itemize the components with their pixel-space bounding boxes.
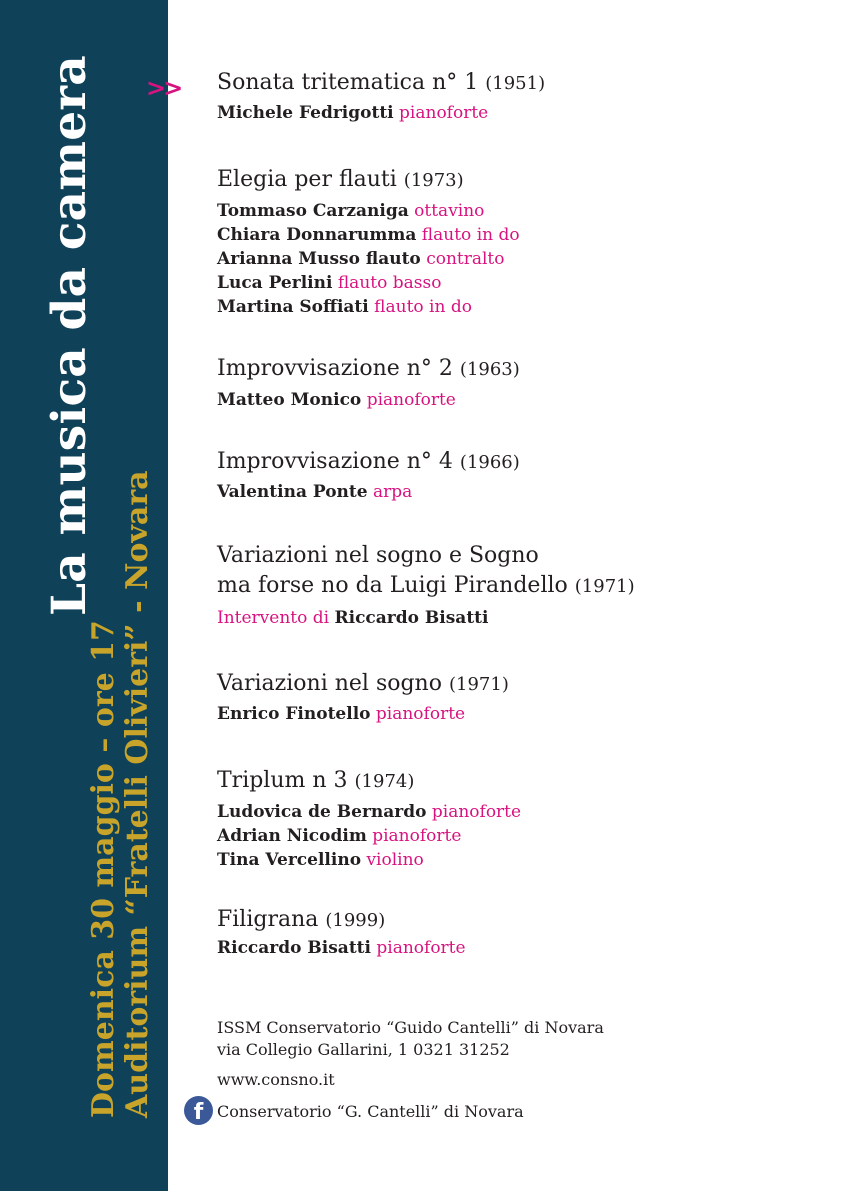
facebook-page[interactable]: Conservatorio “G. Cantelli” di Novara [217,1102,524,1121]
performer-row: Luca Perlini flauto basso [217,273,442,293]
piece-title: Filigrana (1999) [217,907,386,932]
program-item [217,669,817,726]
performer-row: Riccardo Bisatti pianoforte [217,938,466,958]
performer-row: Tina Vercellino violino [217,850,424,870]
performer-row: Arianna Musso flauto contralto [217,249,505,269]
performer-row: Valentina Ponte arpa [217,482,413,502]
intervention-row: Intervento di Riccardo Bisatti [217,608,489,628]
event-date: Domenica 30 maggio – ore 17 [86,620,121,1118]
piece-title: Triplum n 3 (1974) [217,768,415,793]
event-venue: Auditorium “Fratelli Olivieri” - Novara [120,470,155,1118]
piece-title: Variazioni nel sogno e Sogno [217,543,539,568]
performer-row: Matteo Monico pianoforte [217,390,456,410]
performer-row: Adrian Nicodim pianoforte [217,826,462,846]
performer-row: Martina Soffiati flauto in do [217,297,472,317]
performer-row: Chiara Donnarumma flauto in do [217,225,520,245]
piece-title: Sonata tritematica n° 1 (1951) [217,70,546,95]
institution-name: ISSM Conservatorio “Guido Cantelli” di Novara [217,1018,604,1037]
piece-title: Elegia per flauti (1973) [217,167,464,192]
program-item [217,68,817,125]
program-item [217,165,817,319]
performer-row: Tommaso Carzaniga ottavino [217,201,485,221]
piece-title: Improvvisazione n° 2 (1963) [217,356,520,381]
website-link[interactable]: www.consno.it [217,1070,335,1089]
program-item [217,766,817,872]
program-item [217,447,817,504]
address-phone: via Collegio Gallarini, 1 0321 31252 [217,1040,510,1059]
facebook-icon: f [184,1096,213,1125]
program-item [217,541,817,630]
program-item [217,354,817,412]
program-item [217,905,817,960]
performer-row: Enrico Finotello pianoforte [217,704,466,724]
sidebar-title: La musica da camera [42,55,97,616]
piece-title-continued: ma forse no da Luigi Pirandello (1971) [217,573,635,598]
institution-address [217,1017,604,1061]
performer-row: Ludovica de Bernardo pianoforte [217,802,522,822]
performer-row: Michele Fedrigotti pianoforte [217,103,489,123]
piece-title: Variazioni nel sogno (1971) [217,671,509,696]
chevron-marker-icon: >> [146,74,181,102]
piece-title: Improvvisazione n° 4 (1966) [217,449,520,474]
